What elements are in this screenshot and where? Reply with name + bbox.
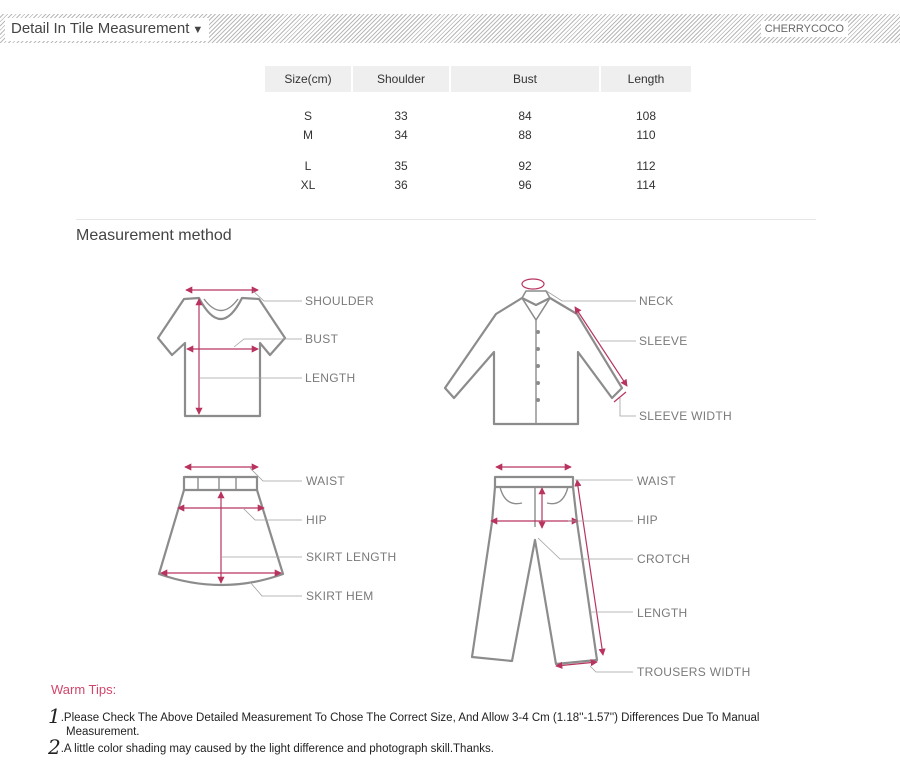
bust-cell: 92 xyxy=(518,159,532,173)
header-title xyxy=(5,18,209,41)
tip-number: 1 xyxy=(48,704,61,728)
trousers-waistband xyxy=(495,477,573,487)
trousers-diagram xyxy=(472,467,751,679)
shoulder-cell: 35 xyxy=(394,159,408,173)
shoulder-cell: 33 xyxy=(394,109,408,123)
tip-item-2 xyxy=(48,735,494,759)
shoulder-cell: 34 xyxy=(394,128,408,142)
header-cell-shoulder: Shoulder xyxy=(353,66,449,92)
size-cell: XL xyxy=(300,178,316,192)
header-cell-size: Size(cm) xyxy=(265,66,351,92)
bust-cell: 88 xyxy=(518,128,532,142)
header-cell-length: Length xyxy=(601,66,691,92)
neck-measure-ring xyxy=(522,279,544,289)
brand-name: CHERRYCOCO xyxy=(761,21,848,37)
length-cell: 108 xyxy=(635,109,657,123)
skirt-diagram xyxy=(159,467,397,603)
label-skirt-hip: HIP xyxy=(306,513,327,527)
table-row xyxy=(265,174,691,196)
warm-tips-title: Warm Tips: xyxy=(51,682,117,697)
trousers-length-arrow xyxy=(577,480,603,655)
tshirt-outline xyxy=(158,298,285,416)
label-skirt-waist: WAIST xyxy=(306,474,346,488)
sleeve-arrow xyxy=(575,307,627,386)
tip-text: .Please Check The Above Detailed Measurement To Chose The Correct Size, And Allow 3-4 Cm (1.18''-1.57'') Differences Due To Manual xyxy=(60,712,760,724)
size-cell: L xyxy=(304,159,312,173)
tip-text: .A little color shading may caused by the light difference and photograph skill.Thanks. xyxy=(60,743,494,755)
tip-item-1-continued: Measurement. xyxy=(66,726,140,738)
size-table xyxy=(263,66,693,196)
label-sleeve: SLEEVE xyxy=(639,334,688,348)
header-title-text: Detail In Tile Measurement xyxy=(11,20,190,37)
method-title: Measurement method xyxy=(76,227,232,244)
caret-down-icon: ▼ xyxy=(192,24,204,36)
label-bust: BUST xyxy=(305,332,339,346)
skirt-waistband xyxy=(184,477,257,490)
tip-item-1 xyxy=(48,704,759,728)
label-trousers-length: LENGTH xyxy=(637,606,688,620)
bust-cell: 84 xyxy=(518,109,532,123)
label-trousers-width: TROUSERS WIDTH xyxy=(637,665,751,679)
shirt-diagram xyxy=(445,279,732,424)
label-trousers-hip: HIP xyxy=(637,513,658,527)
header-cell-bust: Bust xyxy=(451,66,599,92)
label-sleeve-width: SLEEVE WIDTH xyxy=(639,409,732,423)
bust-cell: 96 xyxy=(518,178,532,192)
table-row xyxy=(265,146,691,174)
length-cell: 112 xyxy=(636,159,656,173)
tip-number: 2 xyxy=(48,735,61,759)
section-divider xyxy=(76,219,816,220)
label-skirt-length: SKIRT LENGTH xyxy=(306,550,397,564)
label-skirt-hem: SKIRT HEM xyxy=(306,589,374,603)
shoulder-cell: 36 xyxy=(394,178,408,192)
label-shoulder: SHOULDER xyxy=(305,294,375,308)
length-cell: 110 xyxy=(636,128,656,142)
label-trousers-waist: WAIST xyxy=(637,474,677,488)
label-neck: NECK xyxy=(639,294,674,308)
measurement-diagrams xyxy=(0,260,900,680)
table-row xyxy=(265,92,691,124)
size-cell: S xyxy=(303,109,312,123)
size-cell: M xyxy=(303,128,313,142)
length-cell: 114 xyxy=(636,178,656,192)
header-bar xyxy=(0,14,900,43)
label-length: LENGTH xyxy=(305,371,356,385)
size-table-header xyxy=(265,66,691,92)
table-row xyxy=(265,124,691,146)
label-crotch: CROTCH xyxy=(637,552,691,566)
tshirt-diagram xyxy=(158,290,374,416)
